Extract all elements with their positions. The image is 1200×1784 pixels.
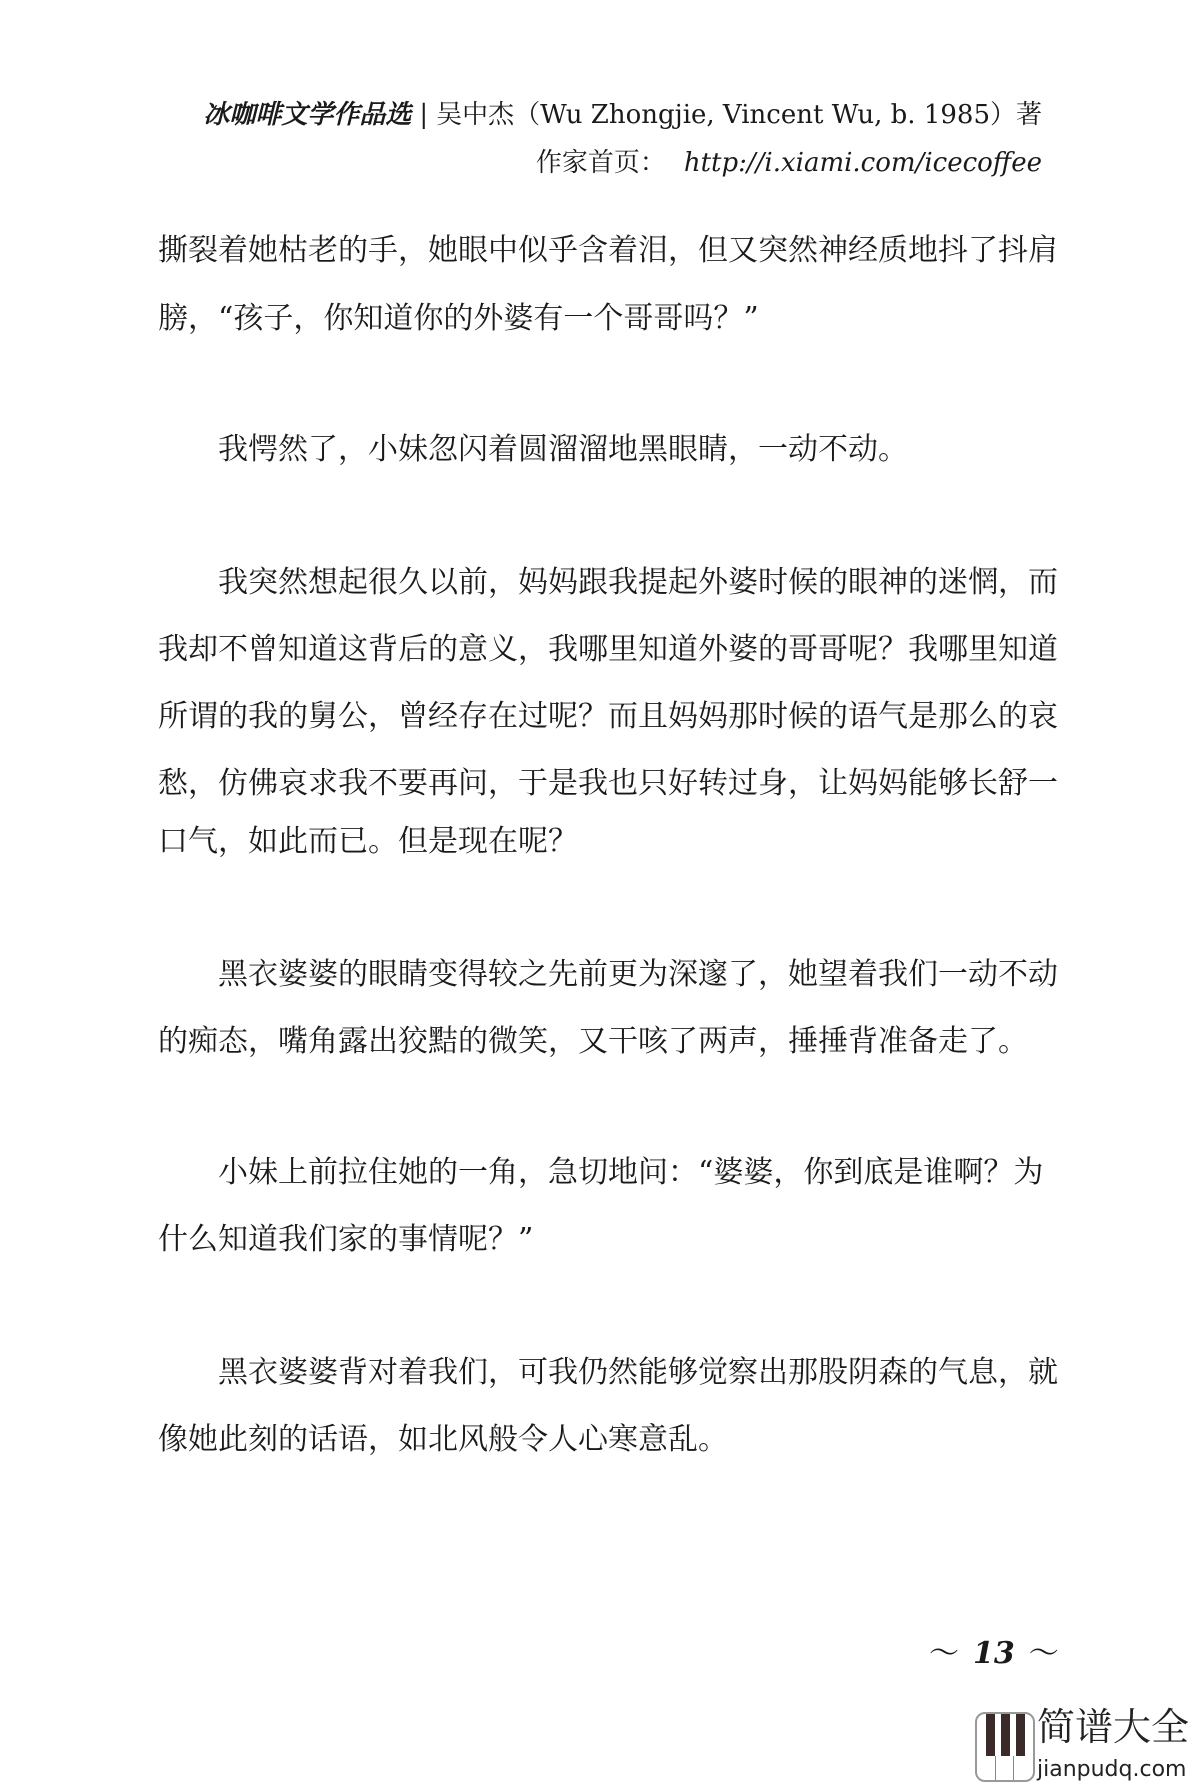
series-title: 冰咖啡文学作品选 <box>203 100 412 130</box>
text-line: 撕裂着她枯老的手，她眼中似乎含着泪，但又突然神经质地抖了抖肩 <box>158 233 1058 268</box>
watermark-logo <box>975 1705 1197 1784</box>
watermark-url: jianpudq.com <box>1037 1757 1187 1782</box>
text-line: 像她此刻的话语，如北风般令人心寒意乱。 <box>158 1422 728 1457</box>
text-line: 黑衣婆婆的眼睛变得较之先前更为深邃了，她望着我们一动不动 <box>218 957 1058 992</box>
page-number-value: 13 <box>973 1636 1015 1671</box>
tilde-left: ～ <box>929 1636 959 1671</box>
text-line: 口气，如此而已。但是现在呢？ <box>158 824 578 859</box>
header-separator: | <box>419 100 429 130</box>
text-line: 小妹上前拉住她的一角，急切地问：“婆婆，你到底是谁啊？为 <box>218 1155 1044 1190</box>
page-number <box>915 1628 1073 1672</box>
text-line: 膀，“孩子，你知道你的外婆有一个哥哥吗？” <box>158 301 759 336</box>
text-line: 黑衣婆婆背对着我们，可我仍然能够觉察出那股阴森的气息，就 <box>218 1355 1058 1390</box>
homepage-label: 作家首页： <box>535 148 666 178</box>
header-title-line <box>203 102 1042 128</box>
text-line: 所谓的我的舅公，曾经存在过呢？而且妈妈那时候的语气是那么的哀 <box>158 699 1058 734</box>
author-credit: 吴中杰（Wu Zhongjie, Vincent Wu, b. 1985）著 <box>436 100 1042 130</box>
tilde-right: ～ <box>1028 1636 1059 1671</box>
watermark-title: 简谱大全 <box>1037 1705 1190 1749</box>
homepage-link[interactable]: http://i.xiami.com/icecoffee <box>683 148 1042 178</box>
text-line: 我突然想起很久以前，妈妈跟我提起外婆时候的眼神的迷惘，而 <box>218 565 1058 600</box>
text-line: 我愕然了，小妹忽闪着圆溜溜地黑眼睛，一动不动。 <box>218 432 908 467</box>
text-line: 的痴态，嘴角露出狡黠的微笑，又干咳了两声，捶捶背准备走了。 <box>158 1024 1028 1059</box>
piano-keys-icon <box>975 1712 1035 1782</box>
text-line: 愁，仿佛哀求我不要再问，于是我也只好转过身，让妈妈能够长舒一 <box>158 766 1058 801</box>
header-homepage-line <box>536 150 1042 176</box>
text-line: 我却不曾知道这背后的意义，我哪里知道外婆的哥哥呢？我哪里知道 <box>158 632 1058 667</box>
text-line: 什么知道我们家的事情呢？” <box>158 1222 534 1257</box>
